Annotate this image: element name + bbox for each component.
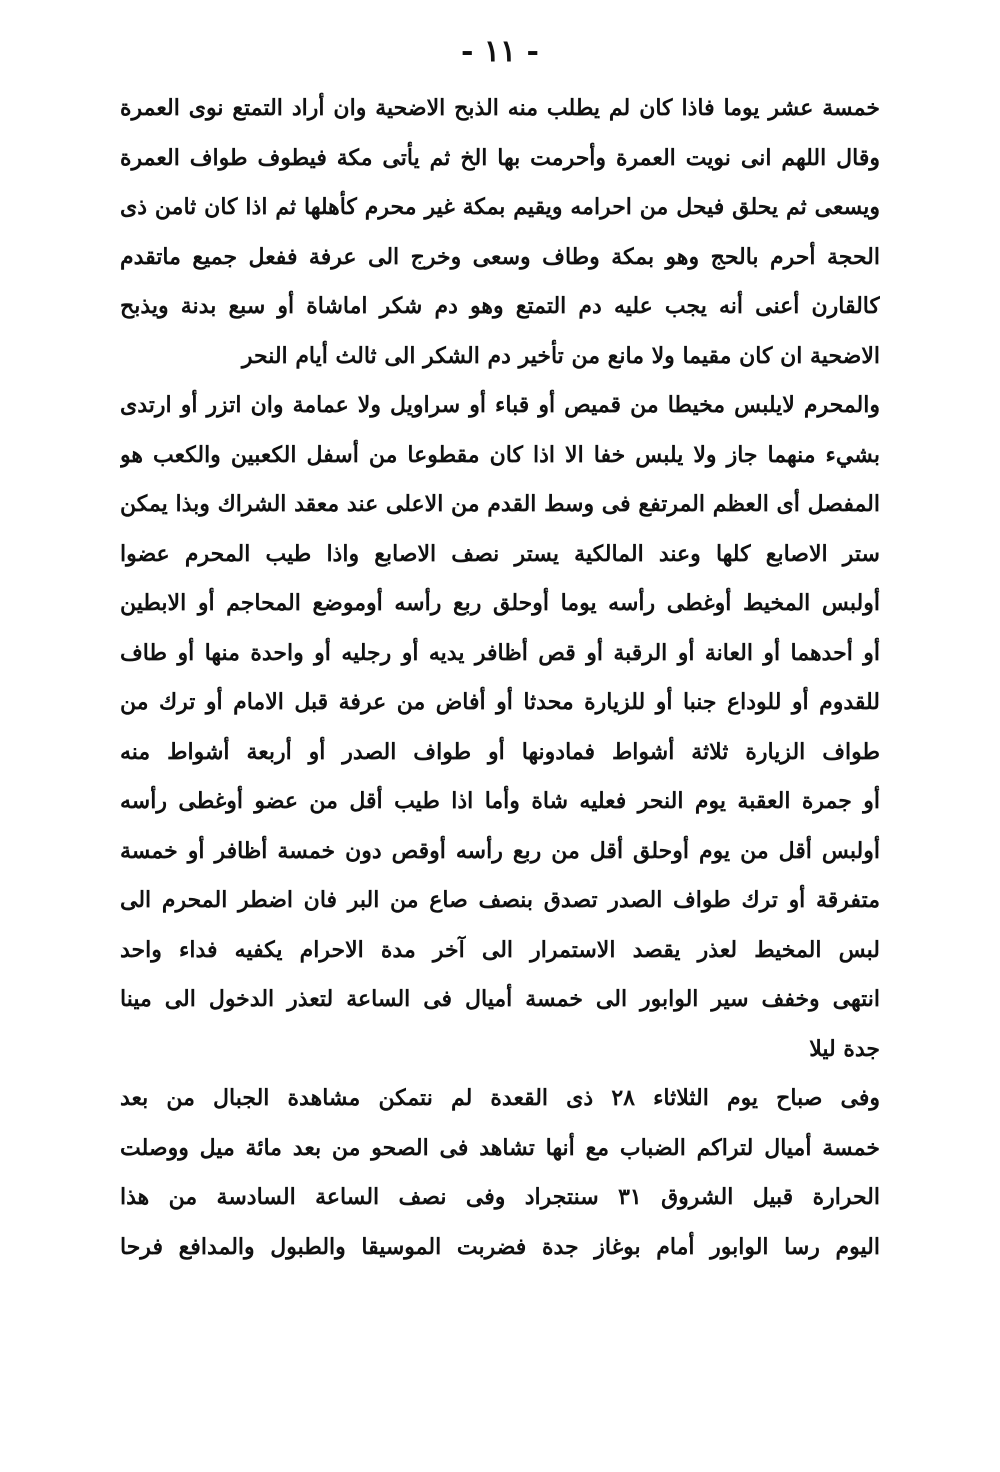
text-line: ستر الاصابع كلها وعند المالكية يستر نصف الاصابع واذا طيب المحرم عضوا <box>120 540 880 567</box>
text-line: الاضحية ان كان مقيما ولا مانع من تأخير دم الشكر الى ثالث أيام النحر <box>241 342 880 369</box>
text-line: أولبس أقل من يوم أوحلق أقل من ربع رأسه أوقص دون خمسة أظافر أو خمسة <box>120 837 880 864</box>
text-line: وفى صباح يوم الثلاثاء ٢٨ ذى القعدة لم نتمكن مشاهدة الجبال من بعد <box>120 1085 880 1111</box>
text-line: طواف الزيارة ثلاثة أشواط فمادونها أو طواف الصدر أو أربعة أشواط منه <box>120 738 880 765</box>
text-line: خمسة أميال لتراكم الضباب مع أنها تشاهد فى الصحو من بعد مائة ميل ووصلت <box>120 1134 880 1161</box>
text-line: للقدوم أو للوداع جنبا أو للزيارة محدثا أو أفاض من عرفة قبل الامام أو ترك من <box>120 689 880 715</box>
text-line: اليوم رسا الوابور أمام بوغاز جدة فضربت الموسيقا والطبول والمدافع فرحا <box>120 1233 880 1260</box>
text-line: بشيء منهما جاز ولا يلبس خفا الا اذا كان مقطوعا من أسفل الكعبين والكعب هو <box>120 441 880 468</box>
text-line: متفرقة أو ترك طواف الصدر تصدق بنصف صاع من البر فان اضطر المحرم الى <box>120 887 880 913</box>
text-line: وقال اللهم انى نويت العمرة وأحرمت بها الخ ثم يأتى مكة فيطوف طواف العمرة <box>120 144 880 171</box>
text-line: ويسعى ثم يحلق فيحل من احرامه ويقيم بمكة غير محرم كأهلها ثم اذا كان ثامن ذى <box>120 194 880 220</box>
text-line: المفصل أى العظم المرتفع فى وسط القدم من الاعلى عند معقد الشراك وبذا يمكن <box>120 491 880 517</box>
text-line: الحرارة قبيل الشروق ٣١ سنتجراد وفى نصف الساعة السادسة من هذا <box>120 1184 880 1210</box>
paragraph-1 <box>120 84 880 1074</box>
text-line: الحجة أحرم بالحج وهو بمكة وطاف وسعى وخرج الى عرفة ففعل جميع ماتقدم <box>120 243 880 270</box>
paragraph-2 <box>120 1074 880 1272</box>
page-number: - ١١ - <box>460 34 540 69</box>
text-line: أو جمرة العقبة يوم النحر فعليه شاة وأما اذا طيب أقل من عضو أوغطى رأسه <box>120 788 880 814</box>
text-line: لبس المخيط لعذر يقصد الاستمرار الى آخر مدة الاحرام يكفيه فداء واحد <box>120 936 880 963</box>
text-line: خمسة عشر يوما فاذا كان لم يطلب منه الذبح الاضحية وان أراد التمتع نوى العمرة <box>120 95 880 121</box>
text-line: أولبس المخيط أوغطى رأسه يوما أوحلق ربع رأسه أوموضع المحاجم أو الابطين <box>120 590 880 616</box>
text-line: كالقارن أعنى أنه يجب عليه دم التمتع وهو دم شكر اماشاة أو سبع بدنة ويذبح <box>120 293 880 319</box>
text-line: والمحرم لايلبس مخيطا من قميص أو قباء أو سراويل ولا عمامة وان اتزر أو ارتدى <box>120 392 880 418</box>
text-line: جدة ليلا <box>809 1035 880 1062</box>
text-line: أو أحدهما أو العانة أو الرقبة أو قص أظافر يديه أو رجليه أو واحدة منها أو طاف <box>120 639 880 666</box>
text-line: انتهى وخفف سير الوابور الى خمسة أميال فى الساعة لتعذر الدخول الى مينا <box>120 986 880 1012</box>
